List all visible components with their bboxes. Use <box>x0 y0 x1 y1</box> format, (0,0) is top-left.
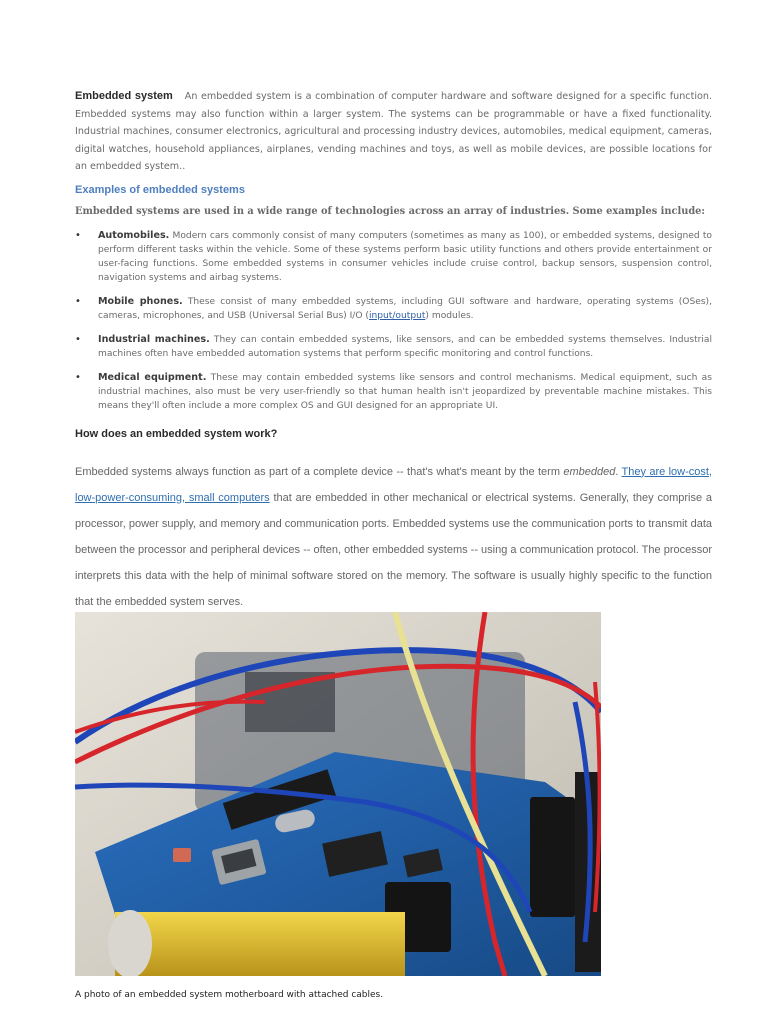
motherboard-photo <box>75 612 601 976</box>
bullet: • <box>75 371 81 383</box>
low-cost-computers-link[interactable]: They are low-cost, low-power-consuming, small computers <box>75 465 712 504</box>
bullet: • <box>75 295 81 307</box>
item-term: Industrial machines. <box>98 333 210 345</box>
how-paragraph <box>75 459 712 615</box>
intro-paragraph <box>75 88 712 176</box>
battery-cap <box>108 910 152 976</box>
intro-text: An embedded system is a combination of computer hardware and software designed for a specific function. Embedded systems may also function within a larger system. The systems can be programmable or have a fixed functionality. Industrial machines, consumer electronics, agricultural and processing industry devices, automobiles, medical equipment, cameras, digital watches, household appliances, airplanes, vending machines and toys, as well as mobile devices, are possible locations for an embedded system.. <box>75 91 713 172</box>
list-item-medical-equipment <box>75 371 712 413</box>
item-term: Medical equipment. <box>98 371 207 383</box>
item-text-after: ) modules. <box>425 310 474 321</box>
battery <box>115 912 405 976</box>
item-text: Modern cars commonly consist of many computers (sometimes as many as 100), or embedded systems, designed to perform different tasks within the vehicle. Some of these systems perform basic utility functions and others provide entertainment or user-facing functions. Some embedded systems in consumer vehicles include cruise control, backup sensors, suspension control, navigation systems and airbag systems. <box>98 230 712 283</box>
input-output-link[interactable]: input/output <box>368 310 426 321</box>
bullet: • <box>75 333 81 345</box>
item-text: They can contain embedded systems, like sensors, and can be embedded systems themselves. Industrial machines often have embedded automation systems that perform specific monitoring and control functions. <box>98 334 713 359</box>
intro-term: Embedded system <box>75 90 173 102</box>
list-item-automobiles <box>75 229 712 285</box>
examples-heading: Examples of embedded systems <box>75 183 245 196</box>
how-text-1: Embedded systems always function as part of a complete device -- that's what's meant by the term <box>75 465 564 478</box>
how-heading: How does an embedded system work? <box>75 427 278 440</box>
list-item-mobile-phones <box>75 295 712 323</box>
examples-list <box>75 229 712 413</box>
motherboard-illustration <box>75 612 601 976</box>
how-emphasis: embedded <box>563 465 616 478</box>
figure-caption: A photo of an embedded system motherboard with attached cables. <box>75 990 384 1000</box>
item-text: These consist of many embedded systems, including GUI software and hardware, operating systems (OSes), cameras, microphones, and USB (Universal Serial Bus) I/O ( <box>98 296 712 321</box>
reset-button <box>173 848 191 862</box>
how-text-3: that are embedded in other mechanical or electrical systems. Generally, they comprise a processor, power supply, and memory and communication ports. Embedded systems use the communication ports to transmit data between the processor and peripheral devices -- often, other embedded systems -- using a communication protocol. The processor interprets this data with the help of minimal software stored on the memory. The software is usually highly specific to the function that the embedded system serves. <box>75 491 712 608</box>
pin-header-right <box>530 797 575 917</box>
item-text: These may contain embedded systems like sensors and control mechanisms. Medical equipment, such as industrial machines, also must be very user-friendly so that human health isn't jeopardized by preventable machine mistakes. This means they'll often include a more complex OS and GUI designed for an appropriate UI. <box>98 372 712 411</box>
how-text-2: . <box>615 465 622 478</box>
list-item-industrial-machines <box>75 333 712 361</box>
bullet: • <box>75 229 81 241</box>
examples-lead: Embedded systems are used in a wide range of technologies across an array of industries. Some examples include: <box>75 205 706 217</box>
item-term: Automobiles. <box>98 229 170 241</box>
document-body <box>75 88 712 615</box>
item-term: Mobile phones. <box>98 295 183 307</box>
